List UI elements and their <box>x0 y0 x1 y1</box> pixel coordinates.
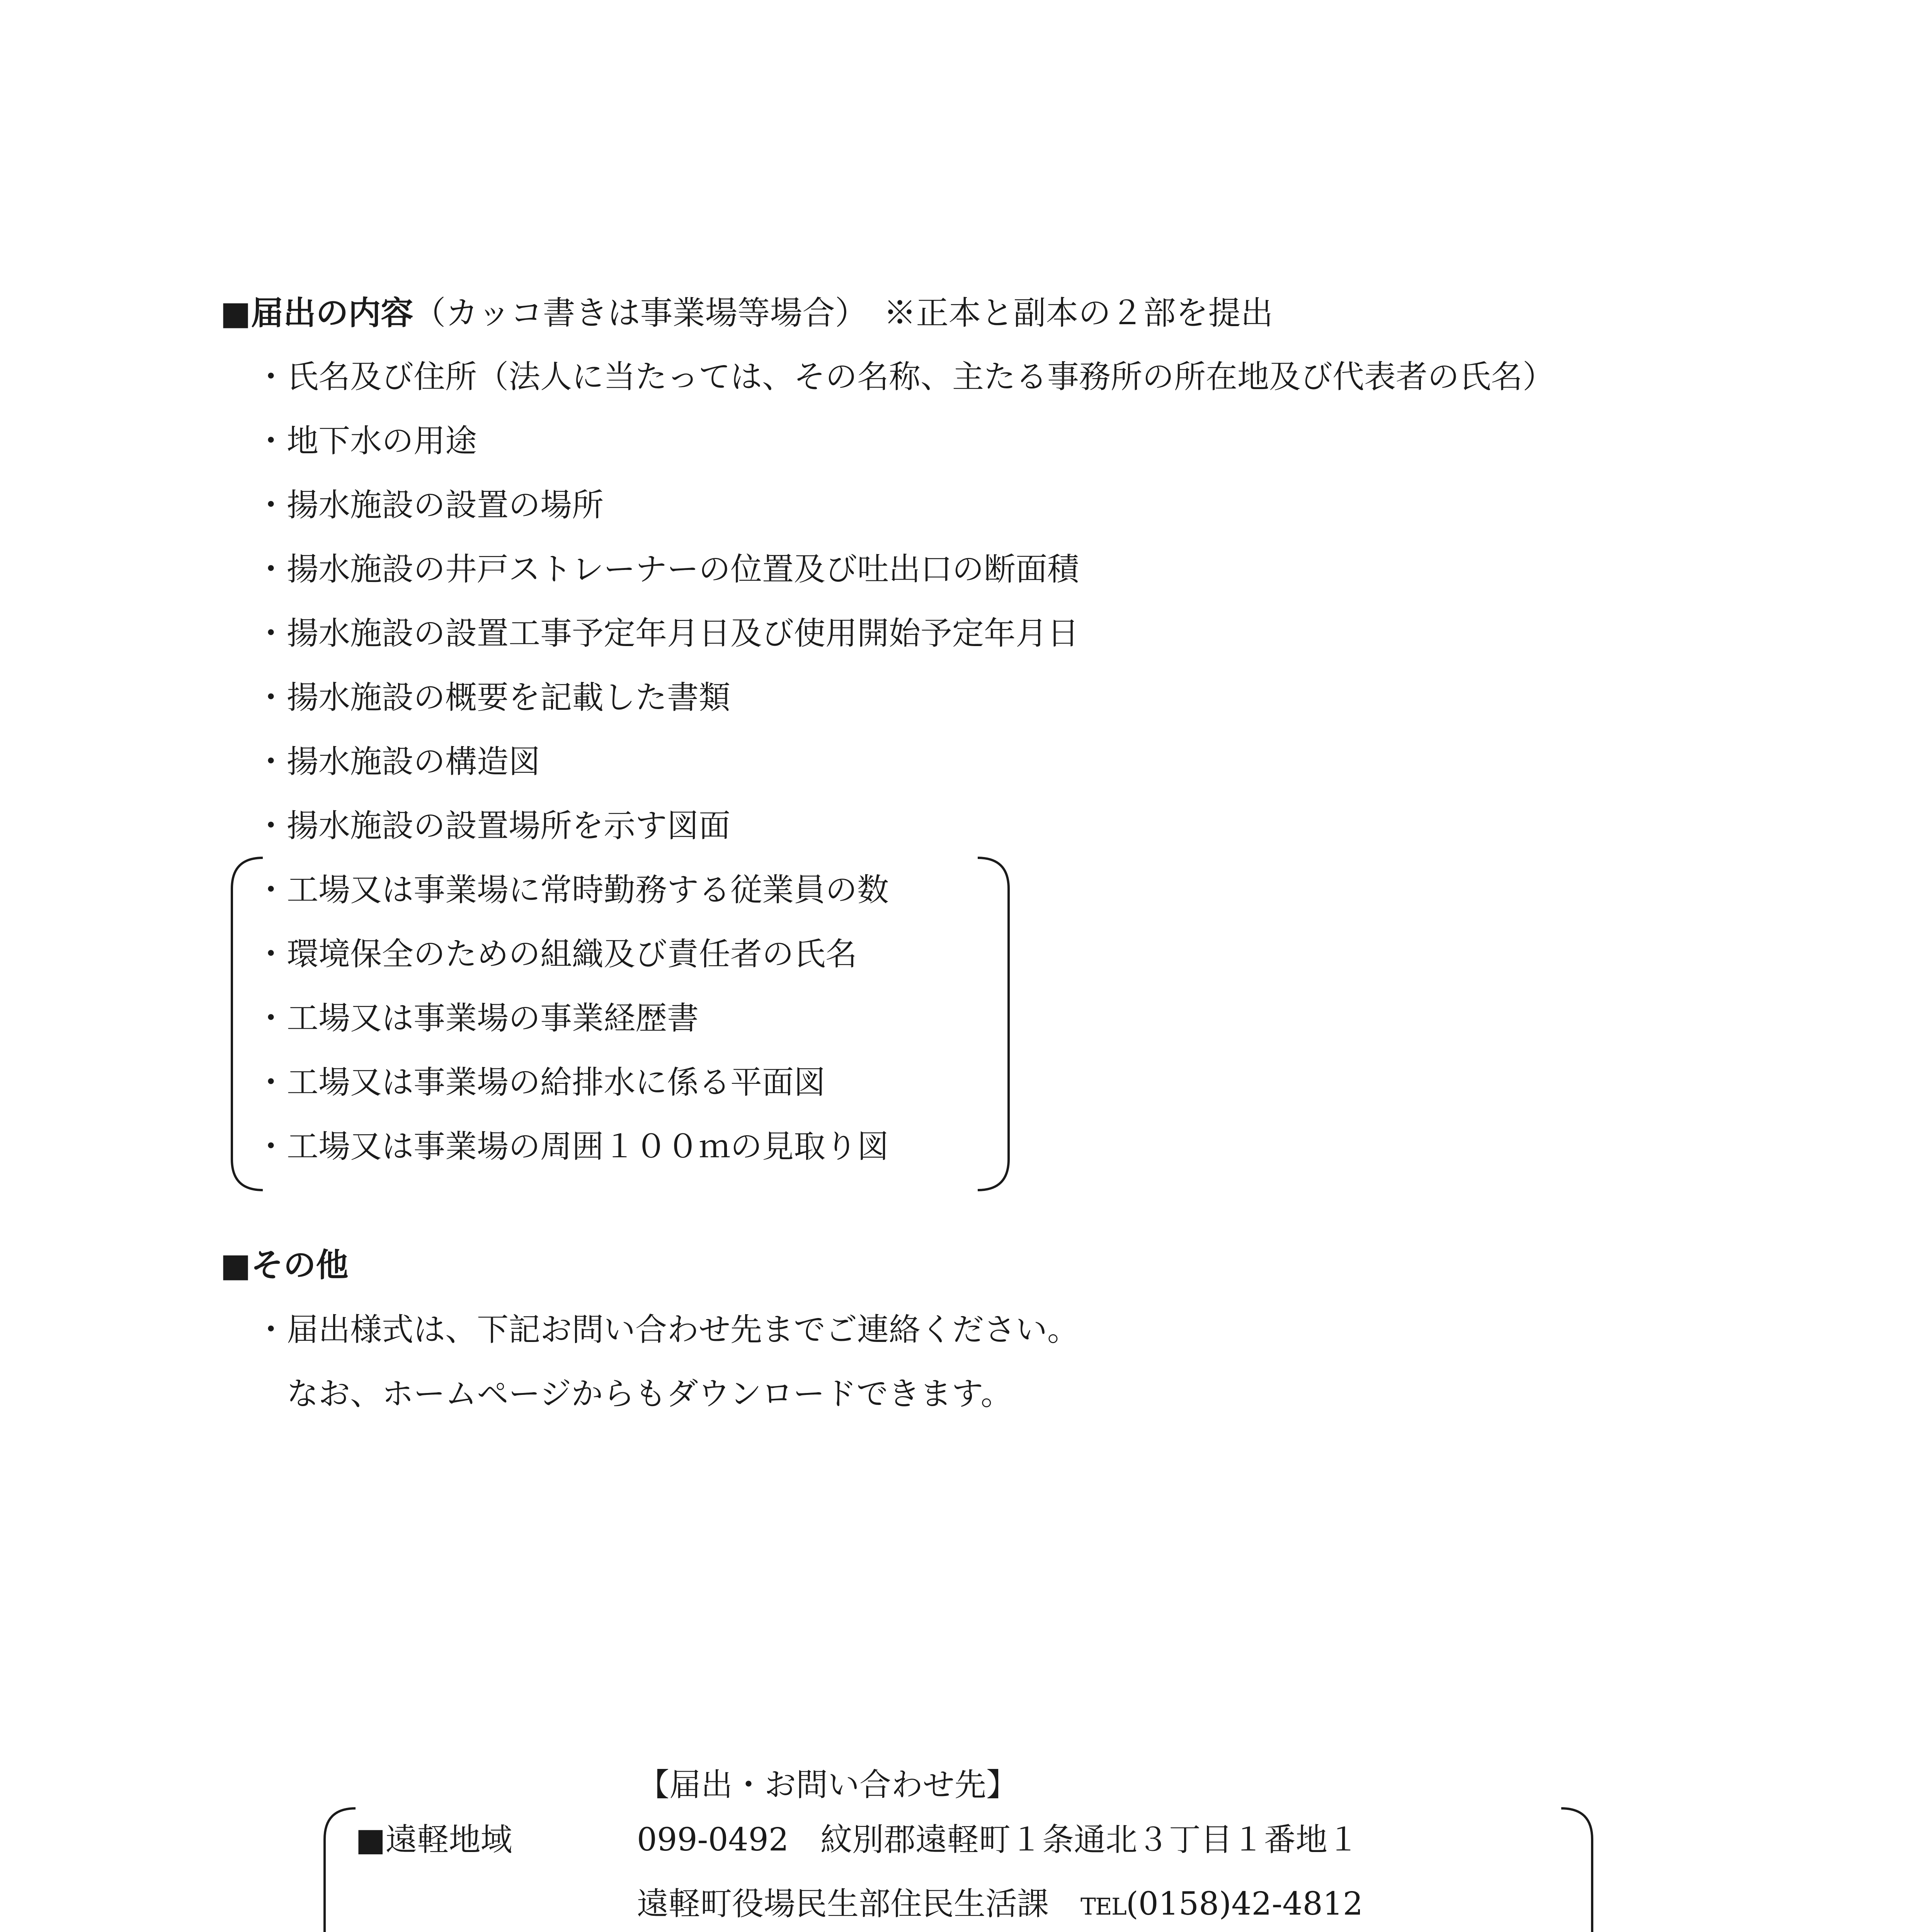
region-address-engaru: 099-0492 紋別郡遠軽町１条通北３丁目１番地１ <box>637 1821 1359 1858</box>
section-heading-bold: ■その他 <box>220 1246 349 1284</box>
list-item-workplace: ・工場又は事業場の給排水に係る平面図 <box>255 1064 826 1101</box>
tel-number: (0158)42-4812 <box>1126 1886 1363 1922</box>
other-note-line: ・届出様式は、下記お問い合わせ先までご連絡ください。 <box>255 1311 1079 1348</box>
section-heading-other <box>220 1246 348 1284</box>
region-office-engaru <box>637 1885 1363 1926</box>
list-item: ・揚水施設の設置の場所 <box>255 487 604 524</box>
list-item-workplace: ・工場又は事業場の事業経歴書 <box>255 1000 699 1037</box>
other-note-line: なお、ホームページからもダウンロードできます。 <box>287 1376 1012 1412</box>
list-item: ・揚水施設の構造図 <box>255 743 541 780</box>
list-item: ・揚水施設の設置工事予定年月日及び使用開始予定年月日 <box>255 615 1079 652</box>
tel-label: TEL <box>1081 1893 1126 1920</box>
list-item-workplace: ・工場又は事業場の周囲１００ｍの見取り図 <box>255 1128 889 1165</box>
list-item: ・氏名及び住所（法人に当たっては、その名称、主たる事務所の所在地及び代表者の氏名） <box>255 359 1555 395</box>
contact-title: 【届出・お問い合わせ先】 <box>638 1767 1018 1803</box>
list-item: ・地下水の用途 <box>255 423 477 459</box>
region-name-engaru: ■遠軽地域 <box>356 1821 512 1858</box>
section-heading-bold: ■届出の内容 <box>220 294 413 332</box>
list-item: ・揚水施設の概要を記載した書類 <box>255 679 731 716</box>
list-item: ・揚水施設の設置場所を示す図面 <box>255 808 731 844</box>
section-heading-notification-contents <box>220 294 1273 332</box>
list-item: ・揚水施設の井戸ストレーナーの位置及び吐出口の断面積 <box>255 551 1079 588</box>
office-name: 遠軽町役場民生部住民生活課 <box>637 1886 1081 1922</box>
list-item-workplace: ・環境保全のための組織及び責任者の氏名 <box>255 936 858 973</box>
section-heading-note: （カッコ書きは事業場等場合） ※正本と副本の２部を提出 <box>413 294 1273 332</box>
list-item-workplace: ・工場又は事業場に常時勤務する従業員の数 <box>255 872 889 908</box>
